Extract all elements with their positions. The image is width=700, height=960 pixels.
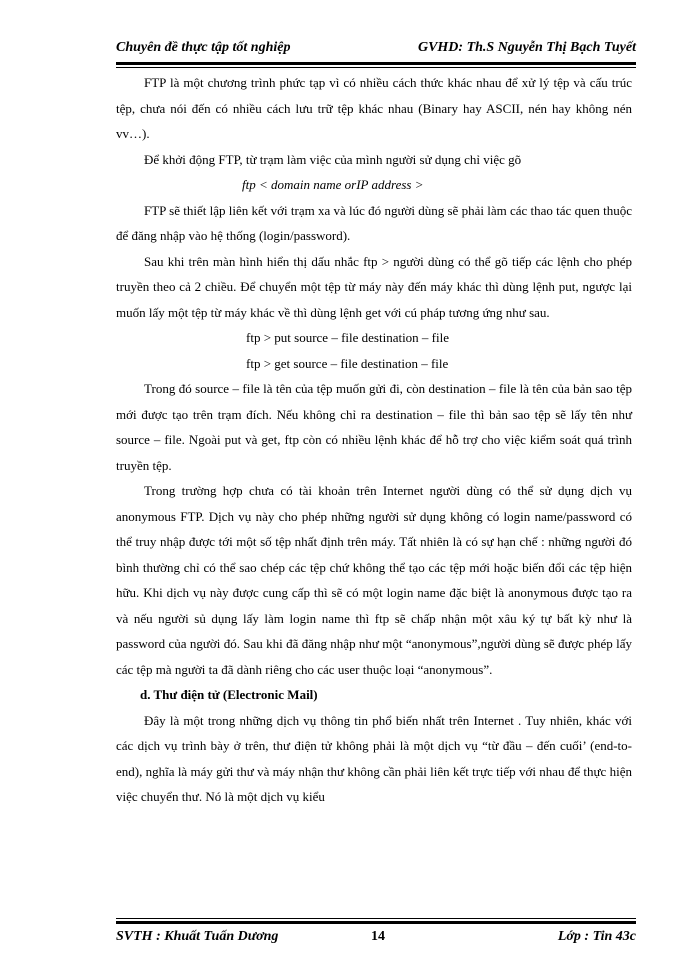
paragraph-email-intro: Đây là một trong những dịch vụ thông tin phổ biến nhất trên Internet . Tuy nhiên, khác với các dịch vụ trình bày ở trên, thư điện tử không phải là một dịch vụ “từ đầu – đến cuối’ (end-to-end), nghĩa là máy gửi thư và máy nhận thư không cần phải liên kết trực tiếp với nhau để thực hiện việc chuyển thư. Nó là một dịch vụ kiểu — [116, 712, 632, 804]
page-footer — [116, 929, 636, 949]
command-ftp-get: ftp > get source – file destination – file — [246, 355, 449, 371]
paragraph-ftp-login: FTP sẽ thiết lập liên kết với trạm xa và lúc đó người dùng sẽ phải làm các thao tác quen thuộc để đăng nhập vào hệ thống (login/password). — [116, 202, 632, 243]
header-rule-thick — [116, 62, 636, 65]
header-rule-thin — [116, 67, 636, 68]
paragraph-ftp-intro: FTP là một chương trình phức tạp vì có nhiều cách thức khác nhau để xử lý tệp và cấu trúc tệp, chưa nói đến có nhiều cách lưu trữ tệp khác nhau (Binary hay ASCII, nén hay không nén vv…). — [116, 75, 632, 141]
section-heading-email: d. Thư điện tử (Electronic Mail) — [140, 687, 318, 702]
command-ftp-connect: ftp < domain name orIP address > — [242, 177, 424, 192]
footer-class-name: Lớp : Tin 43c — [557, 929, 636, 944]
footer-rule-thick — [116, 921, 636, 924]
document-body — [116, 70, 632, 810]
page-header — [116, 40, 636, 60]
header-left-title: Chuyên đề thực tập tốt nghiệp — [116, 40, 291, 55]
paragraph-source-destination: Trong đó source – file là tên của tệp muốn gửi đi, còn destination – file là tên của bản sao tệp mới được tạo trên trạm đích. Nếu không chỉ ra destination – file thì bản sao tệp sẽ lấy tên như source – file. Ngoài put và get, ftp còn có nhiều lệnh khác để hỗ trợ cho việc kiểm soát quá trình truyền tệp. — [116, 381, 632, 473]
footer-student-name: SVTH : Khuất Tuấn Dương — [116, 929, 279, 944]
paragraph-ftp-start: Để khởi động FTP, từ trạm làm việc của mình người sử dụng chỉ việc gõ — [144, 151, 522, 167]
page-number: 14 — [371, 929, 385, 944]
paragraph-anonymous-ftp: Trong trường hợp chưa có tài khoản trên Internet người dùng có thể sử dụng dịch vụ anonymous FTP. Dịch vụ này cho phép những người sử dụng không có login name/password có thể truy nhập được tới một số tệp nhất định trên máy. Tất nhiên là có sự hạn chế : những người đó bình thường chỉ có thể sao chép các tệp chứ không thể tạo các tệp mới hoặc biến đổi các tệp hiện hữu. Khi dịch vụ này được cung cấp thì sẽ có một login name đặc biệt là anonymous được tạo ra và nếu người sủ dụng lấy làm login name thì ftp sẽ chấp nhận một xâu ký tự bất kỳ như là password của người đó. Sau khi đã đăng nhập như một “anonymous”,người dùng sẽ được phép lấy các tệp mà người ta đã dành riêng cho các user thuộc loại “anonymous”. — [116, 483, 632, 677]
paragraph-ftp-commands: Sau khi trên màn hình hiển thị dấu nhắc ftp > người dùng có thể gõ tiếp các lệnh cho phép truyền theo cả 2 chiều. Để chuyển một tệp từ máy này đến máy khác thì dùng lệnh put, ngược lại muốn lấy một tệp từ máy khác về thì dùng lệnh get với cú pháp tương ứng như sau. — [116, 253, 632, 320]
footer-rule-thin — [116, 918, 636, 919]
command-ftp-put: ftp > put source – file destination – file — [246, 330, 450, 345]
header-right-advisor: GVHD: Th.S Nguyễn Thị Bạch Tuyết — [417, 40, 636, 55]
